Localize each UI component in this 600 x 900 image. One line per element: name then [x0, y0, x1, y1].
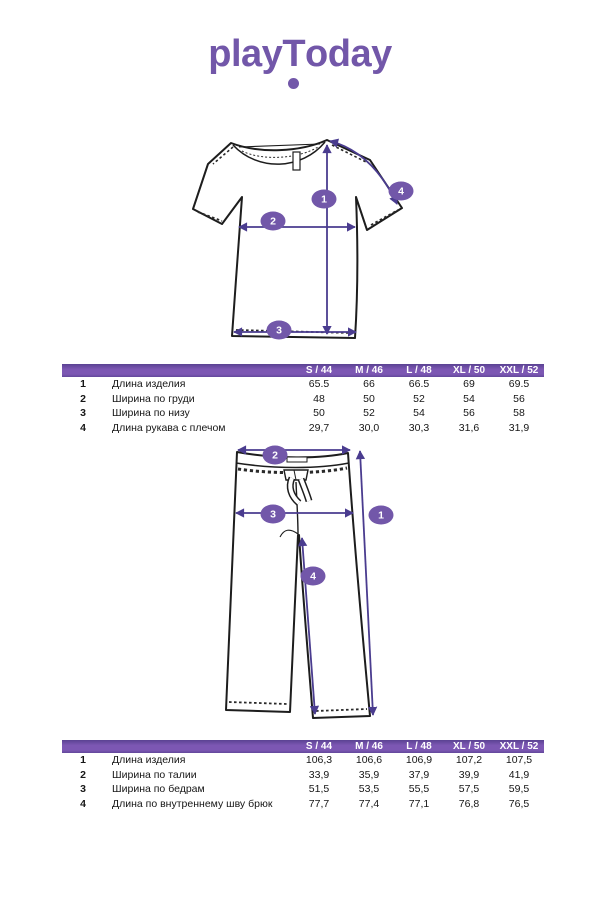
cell-value: 30,3 [408, 422, 430, 435]
cell-value: 77,7 [308, 798, 330, 811]
row-label: Ширина по бедрам [112, 783, 205, 796]
size-header-s: S / 44 [305, 741, 333, 752]
tshirt-size-table [62, 364, 544, 435]
callout-3 [261, 505, 286, 524]
row-number: 2 [80, 768, 86, 781]
cell-value: 59,5 [508, 783, 530, 796]
header-spacer [62, 364, 294, 377]
cell-value: 107,2 [455, 754, 483, 767]
pants-outline [226, 449, 370, 718]
table-row [62, 421, 544, 436]
cell-value: 53,5 [358, 783, 380, 796]
cell-value: 29,7 [308, 422, 330, 435]
logo-part-play: play [208, 33, 283, 75]
row-number: 2 [80, 392, 86, 405]
cell-value: 56 [513, 392, 525, 405]
cell-value: 41,9 [508, 768, 530, 781]
size-header-m: M / 46 [355, 365, 383, 376]
cell-value: 56 [463, 407, 475, 420]
cell-value: 52 [363, 407, 375, 420]
svg-text:2: 2 [270, 215, 276, 228]
callout-1 [312, 190, 337, 209]
table-row [62, 753, 544, 768]
size-header-xxl: XXL / 52 [499, 365, 539, 376]
callout-4 [389, 182, 414, 201]
cell-value: 57,5 [458, 783, 480, 796]
table-row [62, 768, 544, 783]
svg-text:4: 4 [310, 570, 316, 583]
size-table-header [62, 740, 544, 753]
row-number: 3 [80, 783, 86, 796]
svg-text:3: 3 [270, 508, 276, 521]
row-number: 3 [80, 407, 86, 420]
cell-value: 69.5 [508, 378, 530, 391]
row-label: Длина рукава с плечом [112, 422, 226, 435]
cell-value: 55,5 [408, 783, 430, 796]
logo-part-t: T [282, 34, 305, 74]
svg-text:1: 1 [321, 193, 327, 206]
cell-value: 106,3 [305, 754, 333, 767]
cell-value: 54 [413, 407, 425, 420]
row-label: Длина изделия [112, 754, 186, 767]
row-label: Длина изделия [112, 378, 186, 391]
callout-2 [261, 212, 286, 231]
cell-value: 54 [463, 392, 475, 405]
cell-value: 35,9 [358, 768, 380, 781]
cell-value: 76,8 [458, 798, 480, 811]
size-header-l: L / 48 [406, 741, 432, 752]
callout-1 [369, 506, 394, 525]
callout-2 [263, 446, 288, 465]
waist-label-tag [287, 457, 307, 462]
row-number: 4 [80, 798, 86, 811]
cell-value: 76,5 [508, 798, 530, 811]
cell-value: 106,6 [355, 754, 383, 767]
tshirt-measurement-diagram [170, 120, 430, 355]
size-header-l: L / 48 [406, 365, 432, 376]
table-row [62, 797, 544, 812]
pants-measurement-diagram [180, 440, 420, 730]
cell-value: 31,9 [508, 422, 530, 435]
row-label: Ширина по талии [112, 768, 197, 781]
cell-value: 31,6 [458, 422, 480, 435]
table-row [62, 377, 544, 392]
cell-value: 48 [313, 392, 325, 405]
logo-part-oday: oday [305, 33, 392, 75]
size-header-xxl: XXL / 52 [499, 741, 539, 752]
cell-value: 77,1 [408, 798, 430, 811]
cell-value: 69 [463, 378, 475, 391]
row-label: Ширина по груди [112, 392, 195, 405]
cell-value: 66.5 [408, 378, 430, 391]
size-table-header [62, 364, 544, 377]
logo-dot-icon [288, 78, 299, 89]
collar-placket [293, 152, 300, 170]
brand-logo [0, 34, 600, 74]
row-number: 1 [80, 754, 86, 767]
size-header-s: S / 44 [305, 365, 333, 376]
cell-value: 50 [363, 392, 375, 405]
cell-value: 65.5 [308, 378, 330, 391]
cell-value: 77,4 [358, 798, 380, 811]
cell-value: 30,0 [358, 422, 380, 435]
size-header-m: M / 46 [355, 741, 383, 752]
callout-4 [301, 567, 326, 586]
svg-text:2: 2 [272, 449, 278, 462]
cell-value: 37,9 [408, 768, 430, 781]
cell-value: 52 [413, 392, 425, 405]
row-number: 4 [80, 422, 86, 435]
cell-value: 50 [313, 407, 325, 420]
row-label: Ширина по низу [112, 407, 190, 420]
svg-text:4: 4 [398, 185, 404, 198]
row-number: 1 [80, 378, 86, 391]
table-row [62, 406, 544, 421]
size-header-xl: XL / 50 [452, 741, 486, 752]
table-row [62, 782, 544, 797]
cell-value: 66 [363, 378, 375, 391]
cell-value: 107,5 [505, 754, 533, 767]
cell-value: 58 [513, 407, 525, 420]
cell-value: 51,5 [308, 783, 330, 796]
svg-text:3: 3 [276, 324, 282, 337]
table-row [62, 392, 544, 407]
row-label: Длина по внутреннему шву брюк [112, 798, 273, 811]
pants-size-table [62, 740, 544, 811]
cell-value: 33,9 [308, 768, 330, 781]
callout-3 [267, 321, 292, 340]
header-spacer [62, 740, 294, 753]
svg-text:1: 1 [378, 509, 384, 522]
cell-value: 39,9 [458, 768, 480, 781]
size-header-xl: XL / 50 [452, 365, 486, 376]
cell-value: 106,9 [405, 754, 433, 767]
